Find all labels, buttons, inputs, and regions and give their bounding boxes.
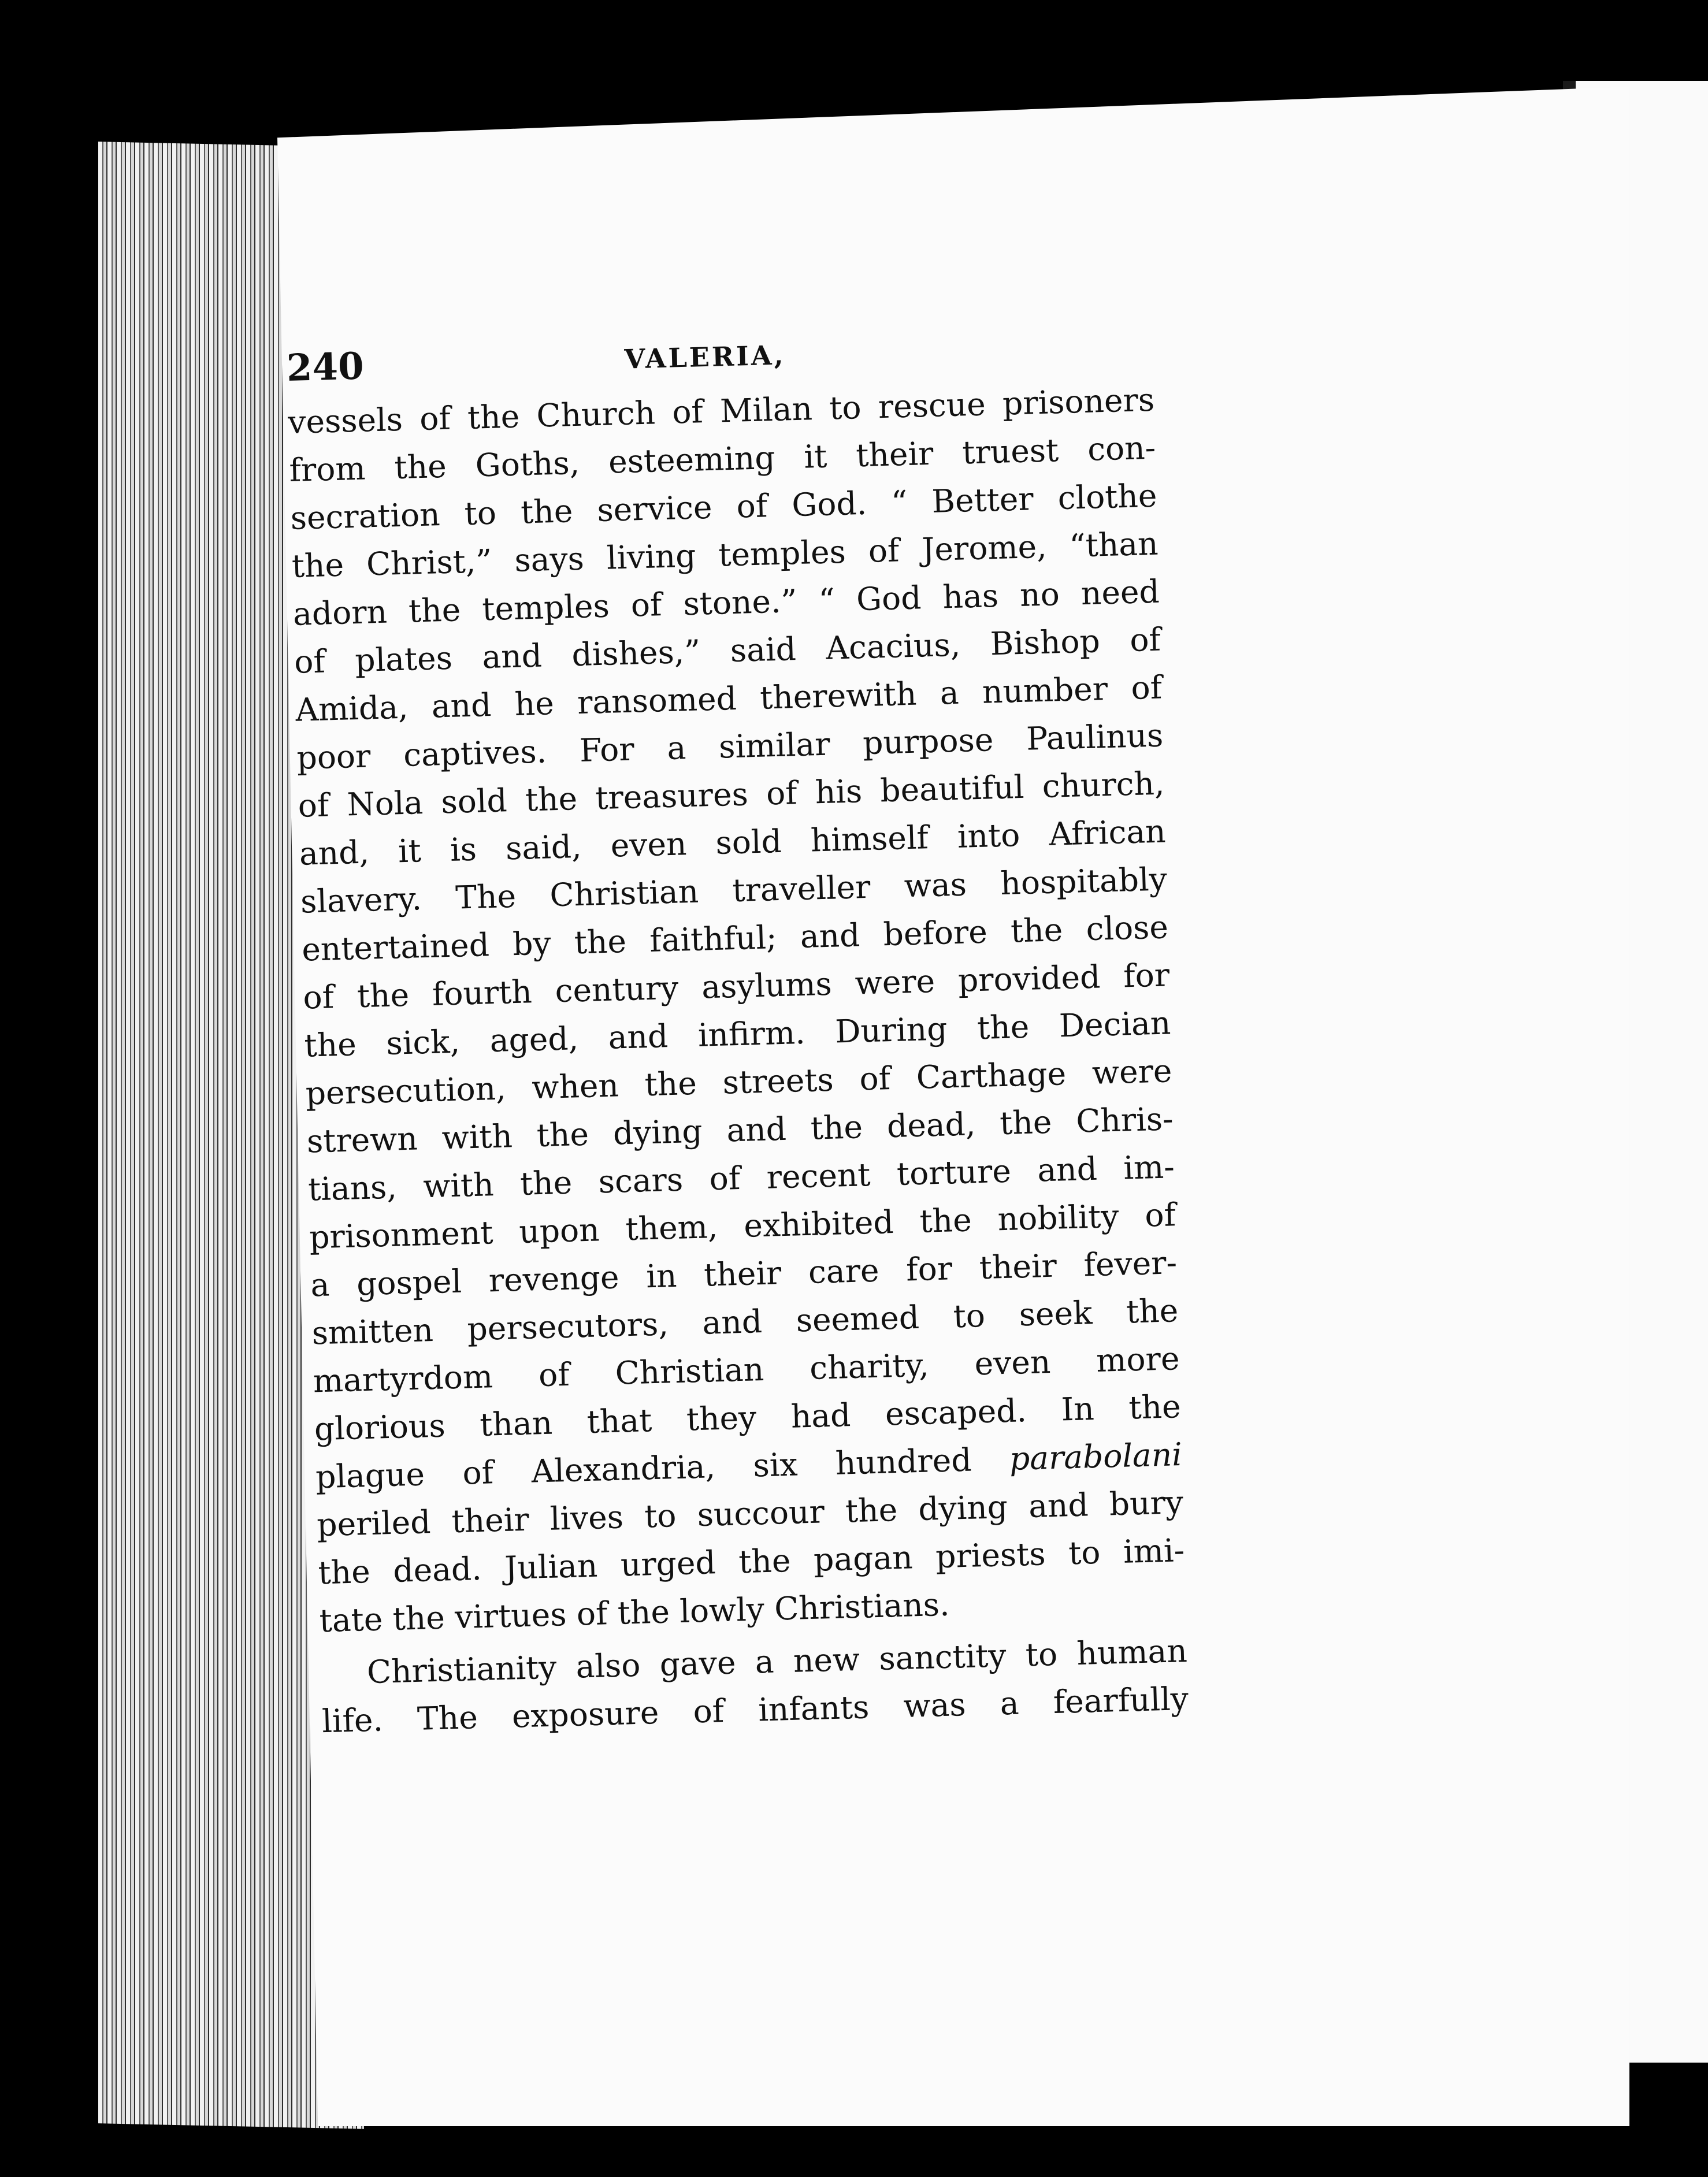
text-line: persecution, when the streets of Carthage were	[305, 1052, 1173, 1112]
text-line: the Christ,” says living temples of Jerome, “than	[291, 525, 1159, 585]
text-line: tate the virtues of the lowly Christians.	[318, 1585, 950, 1640]
text-line: of plates and dishes,” said Acacius, Bishop of	[294, 621, 1161, 681]
text-line: smitten persecutors, and seemed to seek the	[311, 1292, 1179, 1352]
text-line: from the Goths, esteeming it their truest con-	[288, 429, 1156, 489]
text-line: life. The exposure of infants was a fearfully	[321, 1680, 1189, 1740]
text-line: slavery. The Christian traveller was hospitably	[300, 860, 1168, 920]
text-line: poor captives. For a similar purpose Paulinus	[296, 716, 1164, 777]
text-line: of the fourth century asylums were provided for	[302, 956, 1170, 1016]
text-line: Amida, and he ransomed therewith a number of	[295, 668, 1163, 729]
text-line: vessels of the Church of Milan to rescue prisoners	[287, 381, 1155, 441]
paragraph-1	[287, 376, 1186, 1645]
text-line: prisonment upon them, exhibited the nobility of	[309, 1196, 1176, 1256]
running-title: VALERIA,	[624, 339, 786, 375]
italic-term: parabolani	[1009, 1436, 1183, 1477]
text-line: strewn with the dying and the dead, the Chris-	[306, 1100, 1174, 1160]
text-run: plague of Alexandria, six hundred	[315, 1440, 1010, 1496]
text-line: of Nola sold the treasures of his beautiful church,	[297, 764, 1165, 824]
text-line: tians, with the scars of recent torture and im-	[307, 1148, 1175, 1208]
page-number: 240	[286, 344, 365, 390]
text-line: secration to the service of God. “ Better clothe	[289, 477, 1158, 537]
text-line: a gospel revenge in their care for their fever-	[310, 1244, 1178, 1304]
text-line: Christianity also gave a new sanctity to human	[366, 1632, 1188, 1691]
text-line: martyrdom of Christian charity, even more	[313, 1340, 1180, 1400]
page-text	[286, 324, 1189, 1745]
text-line: glorious than that they had escaped. In the	[314, 1388, 1182, 1448]
text-line: adorn the temples of stone.” “ God has no need	[292, 573, 1160, 633]
text-line: the sick, aged, and infirm. During the Decian	[303, 1004, 1171, 1064]
text-line: the dead. Julian urged the pagan priests to imi-	[317, 1532, 1185, 1592]
text-line: entertained by the faithful; and before the close	[301, 908, 1169, 968]
text-line: and, it is said, even sold himself into African	[299, 812, 1167, 872]
text-line: periled their lives to succour the dying and bury	[316, 1484, 1184, 1544]
